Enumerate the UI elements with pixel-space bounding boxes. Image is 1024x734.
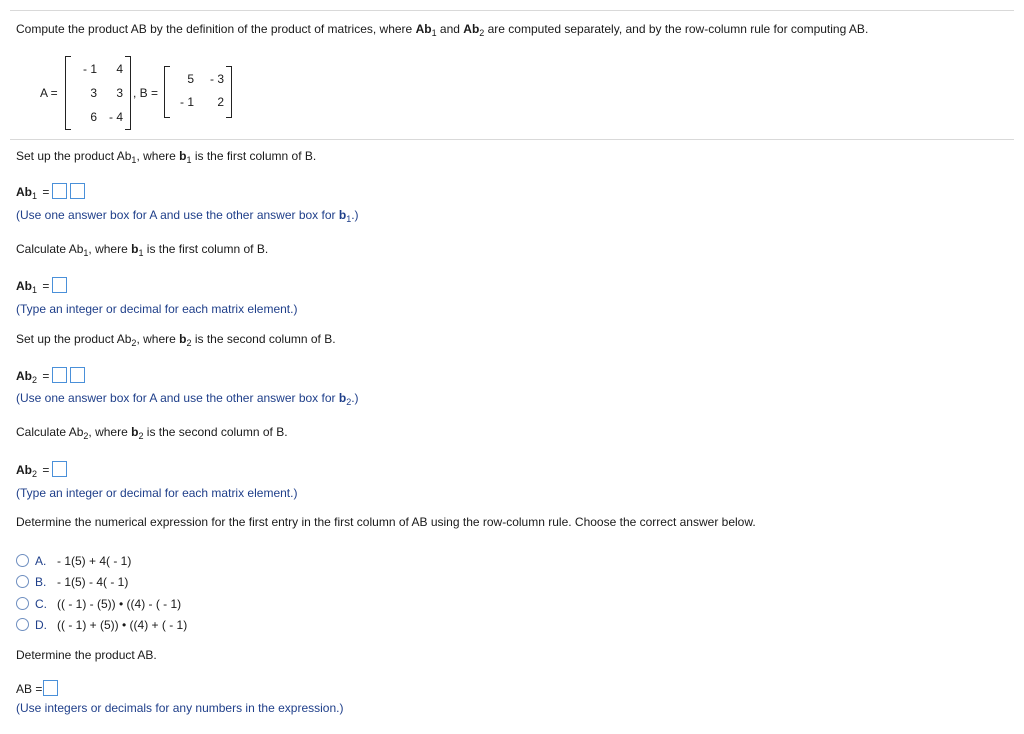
hint-text: (Type an integer or decimal for each matrix element.) (16, 302, 298, 316)
matrix-b (164, 66, 232, 118)
hint-text: (Use integers or decimals for any numbers in the expression.) (16, 701, 344, 715)
setup-ab2-answer-row: $Ab_2$ = (16, 367, 85, 384)
answer-box-b1[interactable] (70, 183, 85, 199)
product-prompt: Determine the product AB. (16, 648, 157, 662)
matrix-b-cell: - 1 (179, 95, 194, 109)
matrix-a-cell: 3 (90, 86, 97, 100)
hint-text: (Type an integer or decimal for each matrix element.) (16, 486, 298, 500)
answer-box-a[interactable] (52, 183, 67, 199)
choice-c[interactable]: C. (( - 1) - (5)) • ((4) - ( - 1) (16, 596, 181, 612)
product-answer-row: AB = (16, 680, 58, 697)
section-divider (10, 139, 1014, 140)
answer-box-a[interactable] (52, 367, 67, 383)
matrix-a (65, 56, 131, 130)
top-divider (10, 10, 1014, 11)
setup-ab1-prompt: Set up the product $Ab_1$, where $b_1$ is the first column of B. (16, 149, 317, 165)
matrix-a-cell: - 4 (108, 110, 123, 124)
calc-ab1-answer-row: $Ab_1$ = (16, 277, 67, 294)
setup-ab1-answer-row: $Ab_1$ = (16, 183, 85, 200)
choice-b[interactable]: B. - 1(5) - 4( - 1) (16, 574, 128, 590)
radio-button[interactable] (16, 554, 29, 567)
calc-ab1-prompt: Calculate $Ab_1$, where $b_1$ is the first column of B. (16, 242, 269, 258)
matrix-a-cell: - 1 (82, 62, 97, 76)
row-column-prompt: Determine the numerical expression for the first entry in the first column of AB using the row-column rule. Choose the correct answer below. (16, 515, 756, 529)
setup-ab2-prompt: Set up the product $Ab_2$, where $b_2$ is the second column of B. (16, 332, 336, 348)
question-text: Compute the product AB by the definition of the product of matrices, where $Ab_1$ and $Ab_2$ are computed separately, and by the row-column rule for computing AB. (16, 22, 869, 38)
radio-button[interactable] (16, 575, 29, 588)
matrix-b-label: , B = (133, 86, 159, 100)
matrix-a-cell: 3 (116, 86, 123, 100)
answer-box-ab1[interactable] (52, 277, 67, 293)
radio-button[interactable] (16, 597, 29, 610)
calc-ab2-prompt: Calculate $Ab_2$, where $b_2$ is the second column of B. (16, 425, 288, 441)
matrix-a-cell: 4 (116, 62, 123, 76)
answer-box-ab[interactable] (43, 680, 58, 696)
hint-text: (Use one answer box for A and use the other answer box for $b_2$.) (16, 391, 359, 407)
answer-box-b2[interactable] (70, 367, 85, 383)
matrix-b-cell: 5 (187, 72, 194, 86)
matrix-a-cell: 6 (90, 110, 97, 124)
calc-ab2-answer-row: $Ab_2$ = (16, 461, 67, 478)
matrix-b-cell: 2 (217, 95, 224, 109)
answer-box-ab2[interactable] (52, 461, 67, 477)
choice-a[interactable]: A. - 1(5) + 4( - 1) (16, 553, 131, 569)
matrix-a-label: A = (40, 86, 58, 100)
radio-button[interactable] (16, 618, 29, 631)
hint-text: (Use one answer box for A and use the other answer box for $b_1$.) (16, 208, 359, 224)
choice-d[interactable]: D. (( - 1) + (5)) • ((4) + ( - 1) (16, 617, 187, 633)
matrix-b-cell: - 3 (209, 72, 224, 86)
